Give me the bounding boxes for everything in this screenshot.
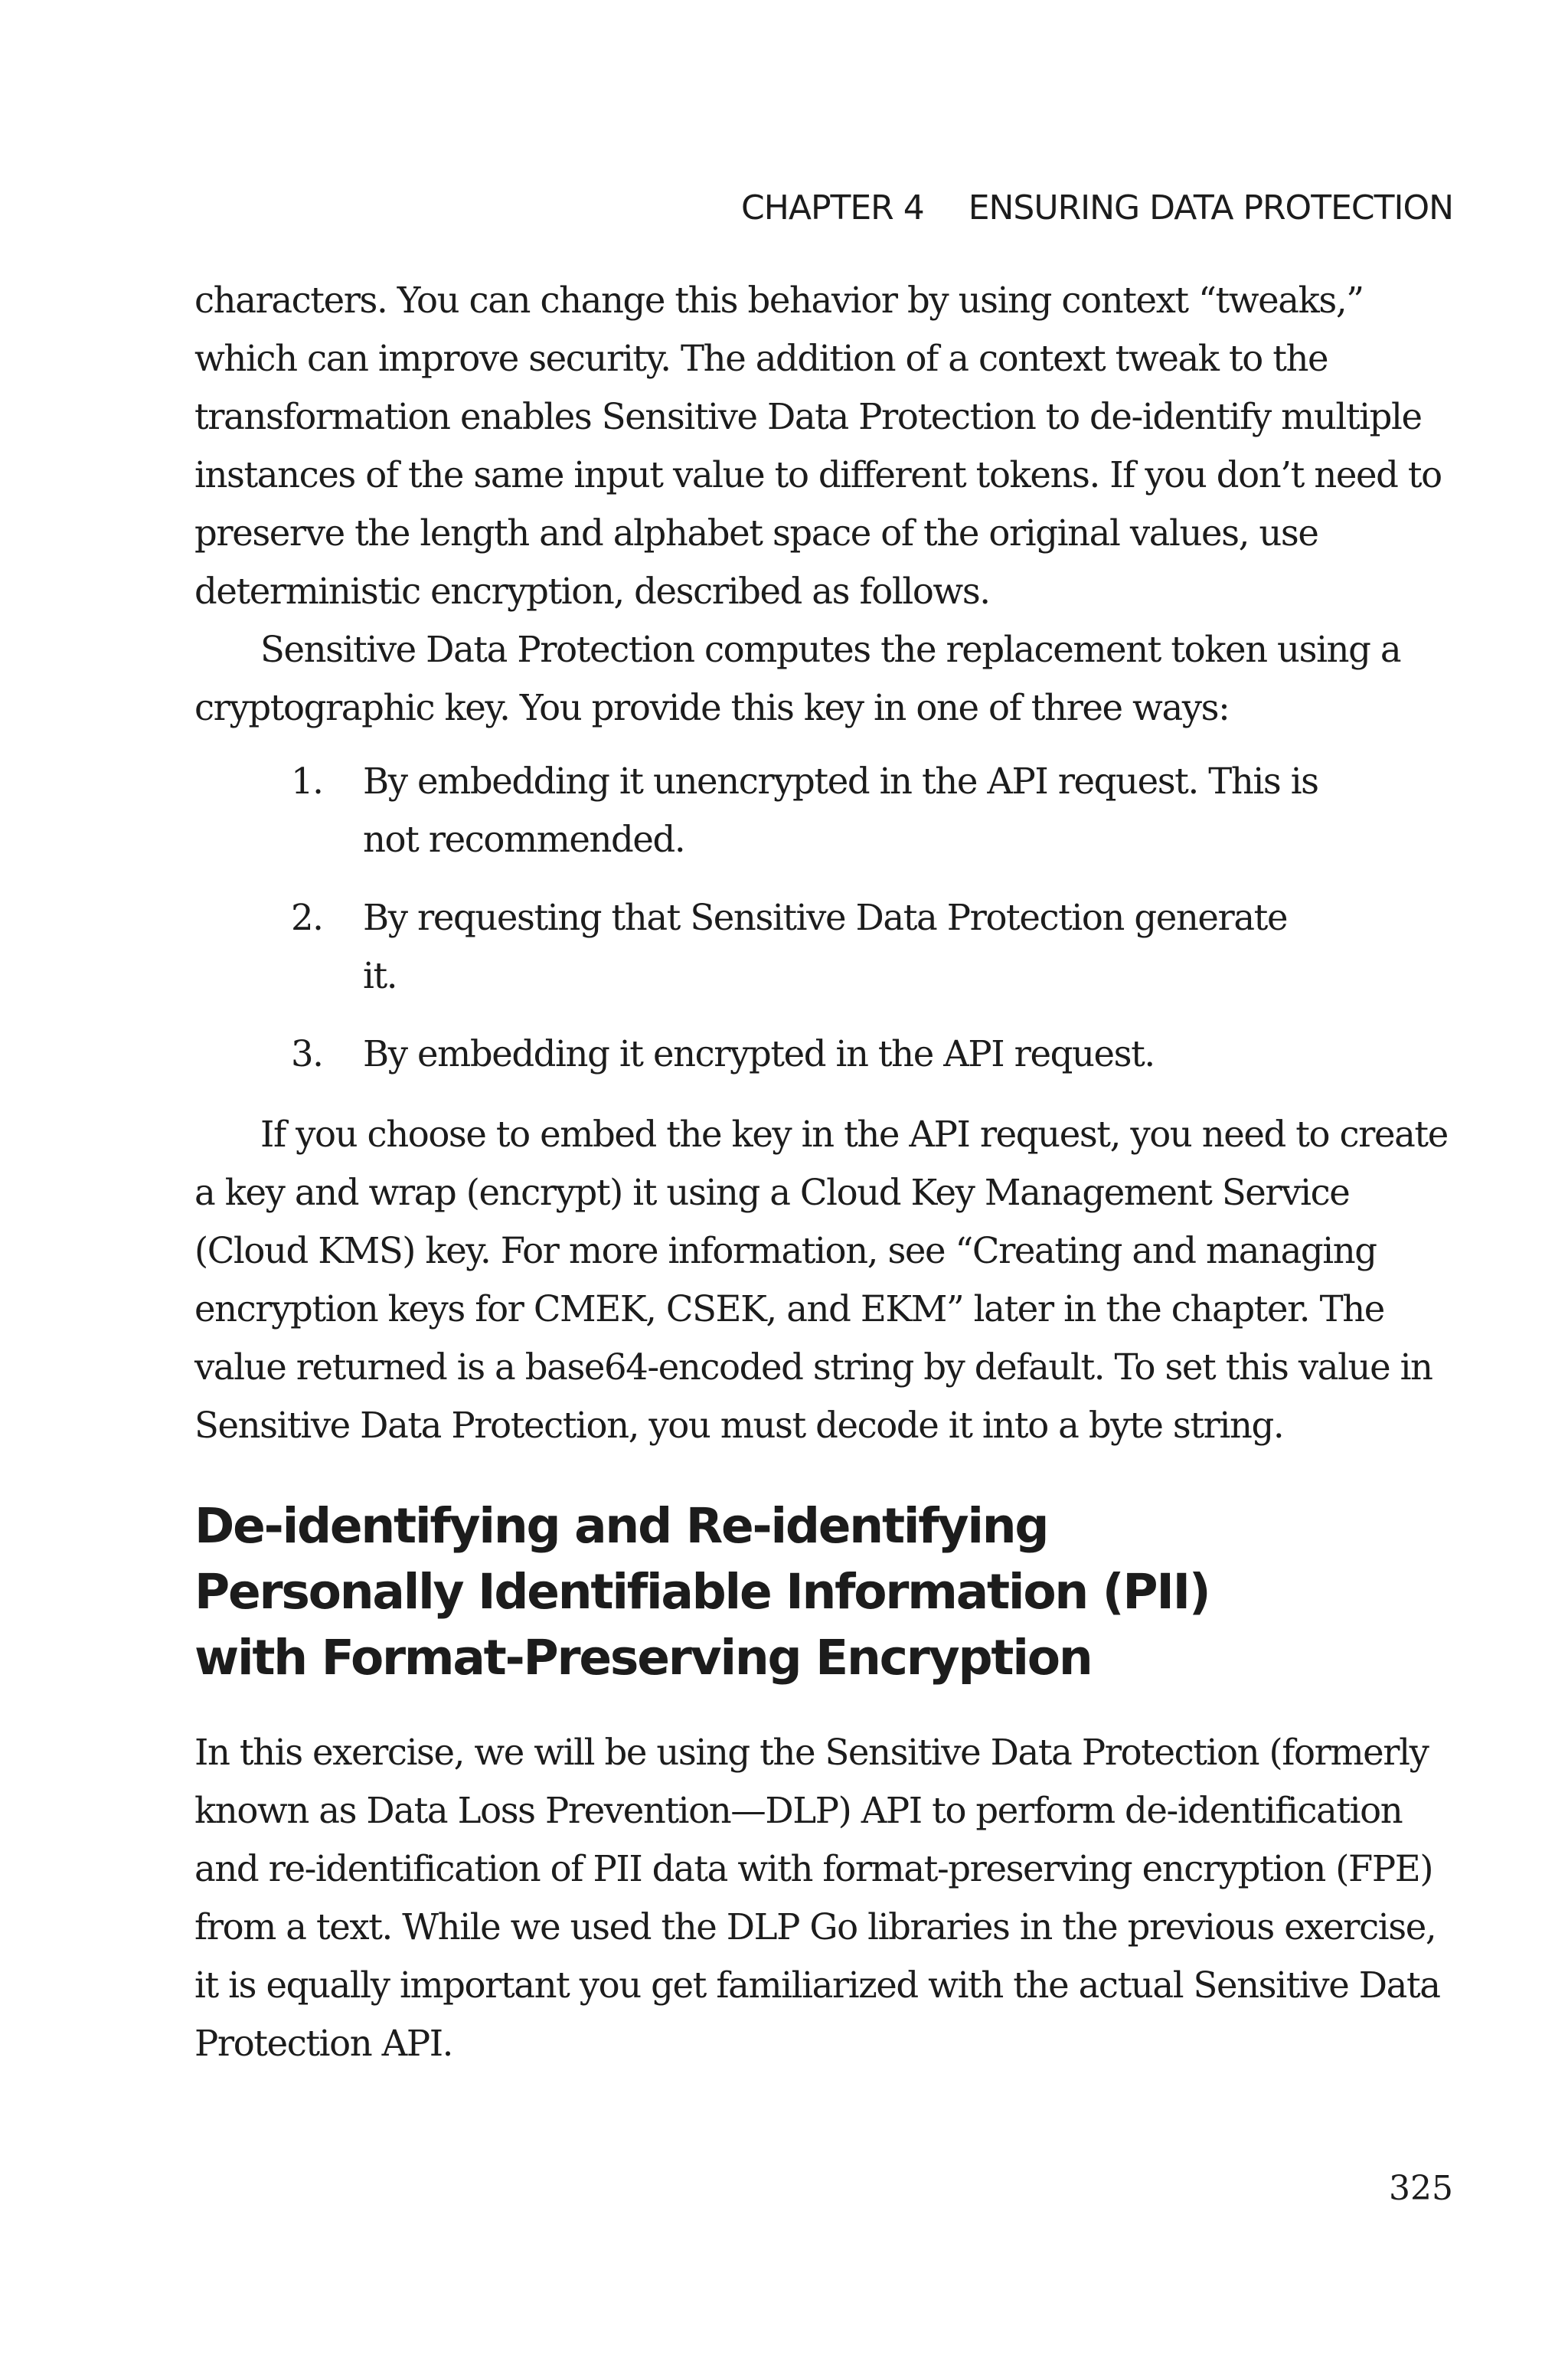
section-heading-line: with Format-Preserving Encryption bbox=[194, 1630, 1092, 1686]
body-block-top bbox=[194, 271, 1450, 737]
list-text: By requesting that Sensitive Data Protection generate it. bbox=[363, 897, 1288, 996]
list-number: 3. bbox=[291, 1033, 323, 1075]
list-item bbox=[194, 752, 1328, 868]
paragraph-embed-key: If you choose to embed the key in the API request, you need to create a key and wrap (encrypt) it using a Cloud Key Management Service (Cloud KMS) key. For more information, see “Creating and managing encryption keys for CMEK, CSEK, and EKM” later in the chapter. The value returned is a base64-encoded string by default. To set this value in Sensitive Data Protection, you must decode it into a byte string. bbox=[194, 1114, 1448, 1446]
list-text: By embedding it unencrypted in the API request. This is not recommended. bbox=[363, 761, 1318, 860]
paragraph-exercise: In this exercise, we will be using the Sensitive Data Protection (formerly known as Data Loss Prevention—DLP) API to perform de-identification and re-identification of PII data with format-preserving encryption (FPE) from a text. While we used the DLP Go libraries in the previous exercise, it is equally important you get familiarized with the actual Sensitive Data Protection API. bbox=[194, 1732, 1440, 2064]
list-number: 1. bbox=[291, 761, 323, 802]
list-number: 2. bbox=[291, 897, 323, 938]
body-block-middle bbox=[194, 1105, 1450, 1454]
section-heading-line: Personally Identifiable Information (PII) bbox=[194, 1564, 1210, 1620]
paragraph-key-intro: Sensitive Data Protection computes the replacement token using a cryptographic key. You provide this key in one of three ways: bbox=[194, 629, 1401, 728]
key-options-list bbox=[194, 752, 1450, 1083]
chapter-label: CHAPTER 4 bbox=[741, 188, 924, 227]
body-block-bottom bbox=[194, 1723, 1450, 2072]
chapter-title: ENSURING DATA PROTECTION bbox=[968, 188, 1453, 227]
paragraph-tweaks: characters. You can change this behavior by using context “tweaks,” which can improve security. The addition of a context tweak to the transformation enables Sensitive Data Protection to de-identify multiple instances of the same input value to different tokens. If you don’t need to preserve the length and alphabet space of the original values, use deterministic encryption, described as follows. bbox=[194, 280, 1442, 612]
running-head bbox=[741, 188, 1453, 227]
list-text: By embedding it encrypted in the API request. bbox=[363, 1033, 1155, 1075]
section-heading-line: De-identifying and Re-identifying bbox=[194, 1498, 1048, 1554]
page-number: 325 bbox=[1389, 2169, 1453, 2208]
section-heading bbox=[194, 1493, 1450, 1691]
list-item bbox=[194, 1025, 1328, 1083]
list-item bbox=[194, 888, 1328, 1005]
